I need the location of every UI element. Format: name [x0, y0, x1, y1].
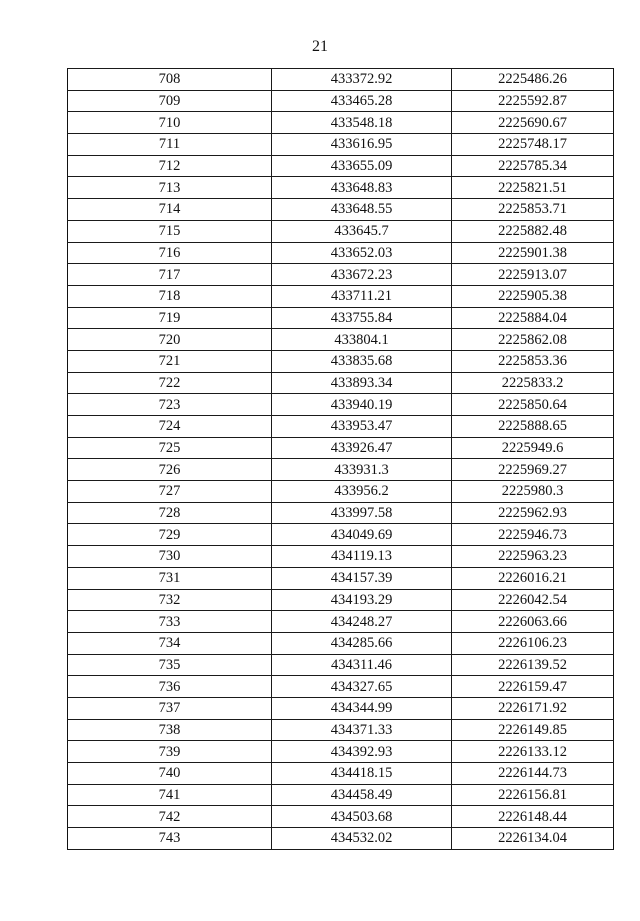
table-row [68, 372, 614, 394]
point-number-cell: 733 [68, 611, 272, 633]
x-coordinate-cell: 433465.28 [272, 90, 452, 112]
x-coordinate-cell: 433655.09 [272, 155, 452, 177]
table-row [68, 502, 614, 524]
point-number-cell: 715 [68, 220, 272, 242]
table-row [68, 242, 614, 264]
table-row [68, 69, 614, 91]
x-coordinate-cell: 433652.03 [272, 242, 452, 264]
y-coordinate-cell: 2226063.66 [452, 611, 614, 633]
x-coordinate-cell: 434458.49 [272, 784, 452, 806]
table-row [68, 307, 614, 329]
page-number: 21 [312, 38, 328, 55]
point-number-cell: 722 [68, 372, 272, 394]
point-number-cell: 714 [68, 199, 272, 221]
table-row [68, 112, 614, 134]
x-coordinate-cell: 433616.95 [272, 134, 452, 156]
x-coordinate-cell: 434503.68 [272, 806, 452, 828]
table-row [68, 134, 614, 156]
y-coordinate-cell: 2225905.38 [452, 285, 614, 307]
point-number-cell: 713 [68, 177, 272, 199]
point-number-cell: 718 [68, 285, 272, 307]
x-coordinate-cell: 433953.47 [272, 416, 452, 438]
point-number-cell: 719 [68, 307, 272, 329]
point-number-cell: 736 [68, 676, 272, 698]
table-row [68, 589, 614, 611]
y-coordinate-cell: 2226133.12 [452, 741, 614, 763]
y-coordinate-cell: 2225748.17 [452, 134, 614, 156]
y-coordinate-cell: 2225785.34 [452, 155, 614, 177]
y-coordinate-cell: 2226139.52 [452, 654, 614, 676]
x-coordinate-cell: 433956.2 [272, 481, 452, 503]
point-number-cell: 723 [68, 394, 272, 416]
point-number-cell: 739 [68, 741, 272, 763]
x-coordinate-cell: 434344.99 [272, 697, 452, 719]
point-number-cell: 737 [68, 697, 272, 719]
y-coordinate-cell: 2225962.93 [452, 502, 614, 524]
x-coordinate-cell: 434119.13 [272, 546, 452, 568]
table-row [68, 784, 614, 806]
y-coordinate-cell: 2225901.38 [452, 242, 614, 264]
y-coordinate-cell: 2225821.51 [452, 177, 614, 199]
point-number-cell: 725 [68, 437, 272, 459]
table-row [68, 676, 614, 698]
y-coordinate-cell: 2225888.65 [452, 416, 614, 438]
y-coordinate-cell: 2225862.08 [452, 329, 614, 351]
table-row [68, 654, 614, 676]
table-row [68, 524, 614, 546]
x-coordinate-cell: 434532.02 [272, 828, 452, 850]
x-coordinate-cell: 434193.29 [272, 589, 452, 611]
x-coordinate-cell: 434371.33 [272, 719, 452, 741]
point-number-cell: 735 [68, 654, 272, 676]
x-coordinate-cell: 433940.19 [272, 394, 452, 416]
x-coordinate-cell: 433926.47 [272, 437, 452, 459]
table-row [68, 155, 614, 177]
point-number-cell: 743 [68, 828, 272, 850]
table-row [68, 177, 614, 199]
point-number-cell: 730 [68, 546, 272, 568]
table-row [68, 350, 614, 372]
y-coordinate-cell: 2225486.26 [452, 69, 614, 91]
y-coordinate-cell: 2225913.07 [452, 264, 614, 286]
x-coordinate-cell: 434311.46 [272, 654, 452, 676]
point-number-cell: 726 [68, 459, 272, 481]
point-number-cell: 724 [68, 416, 272, 438]
y-coordinate-cell: 2225884.04 [452, 307, 614, 329]
table-row [68, 481, 614, 503]
table-row [68, 329, 614, 351]
point-number-cell: 708 [68, 69, 272, 91]
y-coordinate-cell: 2226106.23 [452, 632, 614, 654]
x-coordinate-cell: 433672.23 [272, 264, 452, 286]
y-coordinate-cell: 2225853.36 [452, 350, 614, 372]
x-coordinate-cell: 433711.21 [272, 285, 452, 307]
x-coordinate-cell: 433648.55 [272, 199, 452, 221]
table-row [68, 90, 614, 112]
y-coordinate-cell: 2225850.64 [452, 394, 614, 416]
y-coordinate-cell: 2225882.48 [452, 220, 614, 242]
point-number-cell: 729 [68, 524, 272, 546]
x-coordinate-cell: 434327.65 [272, 676, 452, 698]
y-coordinate-cell: 2226148.44 [452, 806, 614, 828]
x-coordinate-cell: 434285.66 [272, 632, 452, 654]
x-coordinate-cell: 433835.68 [272, 350, 452, 372]
x-coordinate-cell: 433372.92 [272, 69, 452, 91]
coordinate-table-body [68, 69, 614, 850]
x-coordinate-cell: 433645.7 [272, 220, 452, 242]
table-row [68, 719, 614, 741]
point-number-cell: 734 [68, 632, 272, 654]
y-coordinate-cell: 2226042.54 [452, 589, 614, 611]
table-row [68, 264, 614, 286]
table-row [68, 416, 614, 438]
y-coordinate-cell: 2226156.81 [452, 784, 614, 806]
x-coordinate-cell: 434418.15 [272, 763, 452, 785]
table-row [68, 199, 614, 221]
x-coordinate-cell: 434157.39 [272, 567, 452, 589]
table-row [68, 806, 614, 828]
table-row [68, 546, 614, 568]
y-coordinate-cell: 2226016.21 [452, 567, 614, 589]
y-coordinate-cell: 2225853.71 [452, 199, 614, 221]
x-coordinate-cell: 433548.18 [272, 112, 452, 134]
table-row [68, 220, 614, 242]
point-number-cell: 716 [68, 242, 272, 264]
y-coordinate-cell: 2226159.47 [452, 676, 614, 698]
point-number-cell: 738 [68, 719, 272, 741]
x-coordinate-cell: 434248.27 [272, 611, 452, 633]
x-coordinate-cell: 433648.83 [272, 177, 452, 199]
point-number-cell: 720 [68, 329, 272, 351]
table-row [68, 611, 614, 633]
y-coordinate-cell: 2225690.67 [452, 112, 614, 134]
point-number-cell: 709 [68, 90, 272, 112]
x-coordinate-cell: 433997.58 [272, 502, 452, 524]
table-row [68, 741, 614, 763]
point-number-cell: 721 [68, 350, 272, 372]
table-row [68, 828, 614, 850]
table-row [68, 437, 614, 459]
y-coordinate-cell: 2225963.23 [452, 546, 614, 568]
y-coordinate-cell: 2226149.85 [452, 719, 614, 741]
x-coordinate-cell: 433804.1 [272, 329, 452, 351]
point-number-cell: 732 [68, 589, 272, 611]
table-row [68, 394, 614, 416]
x-coordinate-cell: 434392.93 [272, 741, 452, 763]
y-coordinate-cell: 2225949.6 [452, 437, 614, 459]
point-number-cell: 711 [68, 134, 272, 156]
y-coordinate-cell: 2225592.87 [452, 90, 614, 112]
point-number-cell: 710 [68, 112, 272, 134]
table-row [68, 632, 614, 654]
table-row [68, 285, 614, 307]
point-number-cell: 742 [68, 806, 272, 828]
table-row [68, 567, 614, 589]
point-number-cell: 727 [68, 481, 272, 503]
table-row [68, 763, 614, 785]
point-number-cell: 712 [68, 155, 272, 177]
y-coordinate-cell: 2226144.73 [452, 763, 614, 785]
y-coordinate-cell: 2225946.73 [452, 524, 614, 546]
y-coordinate-cell: 2225969.27 [452, 459, 614, 481]
x-coordinate-cell: 433893.34 [272, 372, 452, 394]
y-coordinate-cell: 2225980.3 [452, 481, 614, 503]
table-row [68, 697, 614, 719]
x-coordinate-cell: 434049.69 [272, 524, 452, 546]
point-number-cell: 741 [68, 784, 272, 806]
point-number-cell: 717 [68, 264, 272, 286]
point-number-cell: 740 [68, 763, 272, 785]
point-number-cell: 731 [68, 567, 272, 589]
y-coordinate-cell: 2225833.2 [452, 372, 614, 394]
x-coordinate-cell: 433755.84 [272, 307, 452, 329]
x-coordinate-cell: 433931.3 [272, 459, 452, 481]
coordinate-table [67, 68, 614, 850]
point-number-cell: 728 [68, 502, 272, 524]
y-coordinate-cell: 2226134.04 [452, 828, 614, 850]
table-row [68, 459, 614, 481]
y-coordinate-cell: 2226171.92 [452, 697, 614, 719]
